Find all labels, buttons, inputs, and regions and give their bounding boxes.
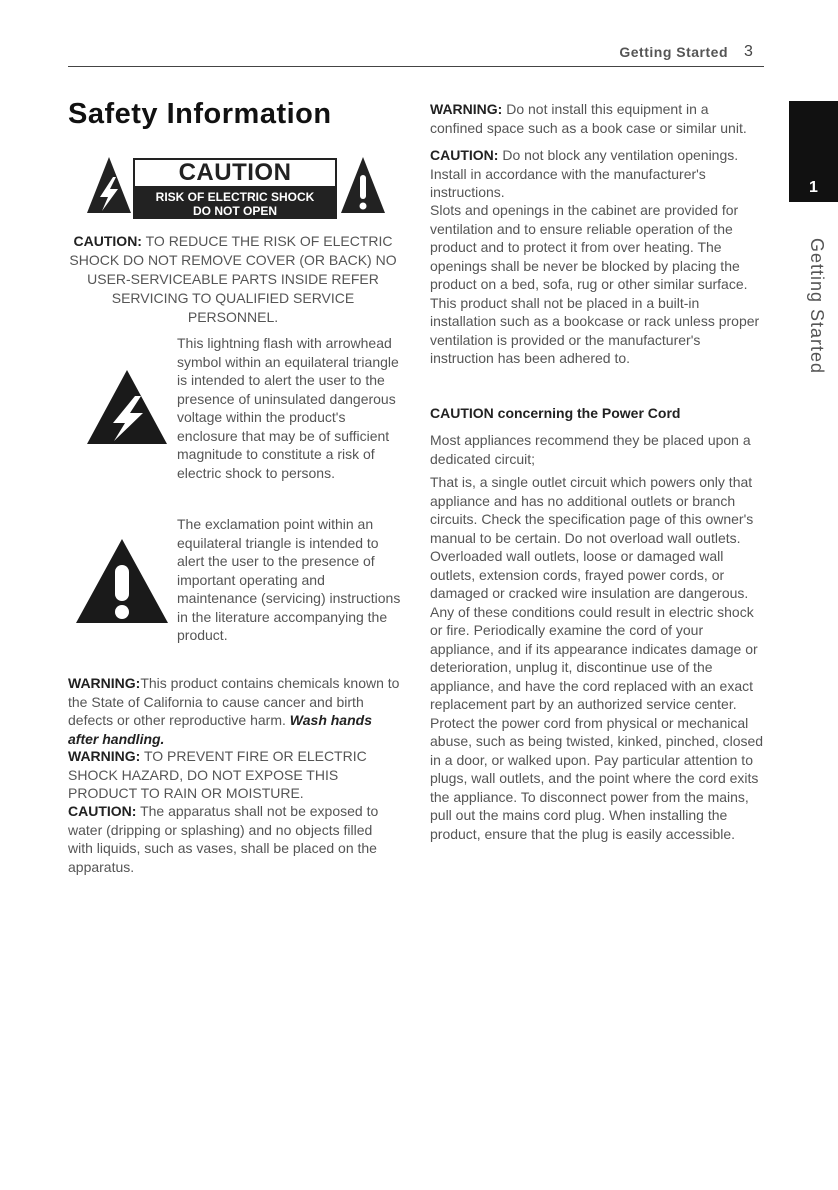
exclamation-triangle-icon	[74, 537, 170, 625]
warning-label: WARNING:	[430, 101, 503, 117]
caution-graphic	[86, 155, 386, 219]
caution-water-text: The apparatus shall not be exposed to water (dripping or splashing) and no objects filled with liquids, such as vases, shall be placed on the apparatus.	[68, 803, 379, 875]
caution-statement-text: TO REDUCE THE RISK OF ELECTRIC SHOCK DO NOT REMOVE COVER (OR BACK) NO USER-SERVICEABLE PARTS INSIDE REFER SERVICING TO QUALIFIED SERVICE PERSONNEL.	[69, 233, 397, 325]
caution-shock-notice	[133, 188, 337, 219]
lightning-warning-icon	[86, 155, 132, 215]
caution-line-1: RISK OF ELECTRIC SHOCK	[155, 190, 315, 204]
warning-california	[68, 674, 400, 748]
power-cord-paragraph-1: Most appliances recommend they be placed upon a dedicated circuit;	[430, 432, 751, 467]
warning-label: WARNING:	[68, 748, 141, 764]
warning-label: WARNING:	[68, 675, 141, 691]
power-cord-heading: CAUTION concerning the Power Cord	[430, 405, 681, 421]
header-section-title: Getting Started	[619, 44, 728, 60]
caution-water	[68, 802, 400, 876]
warning-confined-space-text: Do not install this equipment in a confined space such as a book case or similar unit.	[430, 101, 747, 136]
exclamation-explanation: The exclamation point within an equilateral triangle is intended to alert the user to the presence of important operating and maintenance (servicing) instructions in the literature accompanying the product.	[177, 516, 401, 643]
caution-word: CAUTION	[133, 158, 337, 188]
page-number: 3	[744, 43, 753, 60]
header-divider	[68, 66, 764, 67]
slots-openings-text: Slots and openings in the cabinet are provided for ventilation and to ensure reliable operation of the product and to protect it from over heating. The openings shall be never be blocked by placing the product on a bed, sofa, rug or other similar surface. This product shall not be placed in a built-in installation such as a bookcase or rack unless proper ventilation is provided or the manufacturer's instruction has been adhered to.	[430, 202, 760, 366]
caution-ventilation-text: Do not block any ventilation openings. Install in accordance with the manufacturer's instructions.	[430, 147, 739, 200]
caution-label: CAUTION:	[73, 233, 142, 249]
power-cord-paragraph-2: That is, a single outlet circuit which powers only that appliance and has no additional outlets or branch circuits. Check the specification page of this owner's manual to be certain. Do not overload wall outlets. Overloaded wall outlets, loose or damaged wall outlets, extension cords, frayed power cords, or damaged or cracked wire insulation are dangerous. Any of these conditions could result in electric shock or fire. Periodically examine the cord of your appliance, and if its appearance indicates damage or deterioration, unplug it, discontinue use of the appliance, and have the cord replaced with an exact replacement part by an authorized service center. Protect the power cord from physical or mechanical abuse, such as being twisted, kinked, pinched, closed in a door, or walked upon. Pay particular attention to plugs, wall outlets, and the point where the cord exits the appliance. To disconnect power from the mains, pull out the mains cord plug. When installing the product, ensure that the plug is easily accessible.	[430, 474, 764, 842]
caution-label-box	[133, 158, 337, 219]
chapter-number: 1	[809, 179, 818, 196]
caution-statement	[68, 232, 398, 327]
wash-hands-emphasis: Wash hands after handling.	[68, 712, 372, 747]
lightning-explanation: This lightning flash with arrowhead symbol within an equilateral triangle is intended to alert the user to the presence of uninsulated dangerous voltage within the product's enclosure that may be of sufficient magnitude to constitute a risk of electric shock to persons.	[177, 335, 399, 481]
caution-line-2: DO NOT OPEN	[192, 204, 277, 218]
caution-label: CAUTION:	[68, 803, 137, 819]
caution-ventilation	[430, 146, 765, 202]
caution-label: CAUTION:	[430, 147, 499, 163]
warning-fire-shock	[68, 747, 400, 803]
warning-fire-shock-text: TO PREVENT FIRE OR ELECTRIC SHOCK HAZARD, DO NOT EXPOSE THIS PRODUCT TO RAIN OR MOISTURE.	[68, 748, 367, 801]
exclamation-warning-icon	[340, 155, 386, 215]
warning-confined-space	[430, 100, 765, 137]
warning-california-text: This product contains chemicals known to the State of California to cause cancer and birth defects or other reproductive harm.	[68, 675, 400, 728]
chapter-tab-label: Getting Started	[807, 238, 827, 375]
lightning-triangle-icon	[85, 368, 169, 446]
page-title: Safety Information	[68, 98, 332, 130]
